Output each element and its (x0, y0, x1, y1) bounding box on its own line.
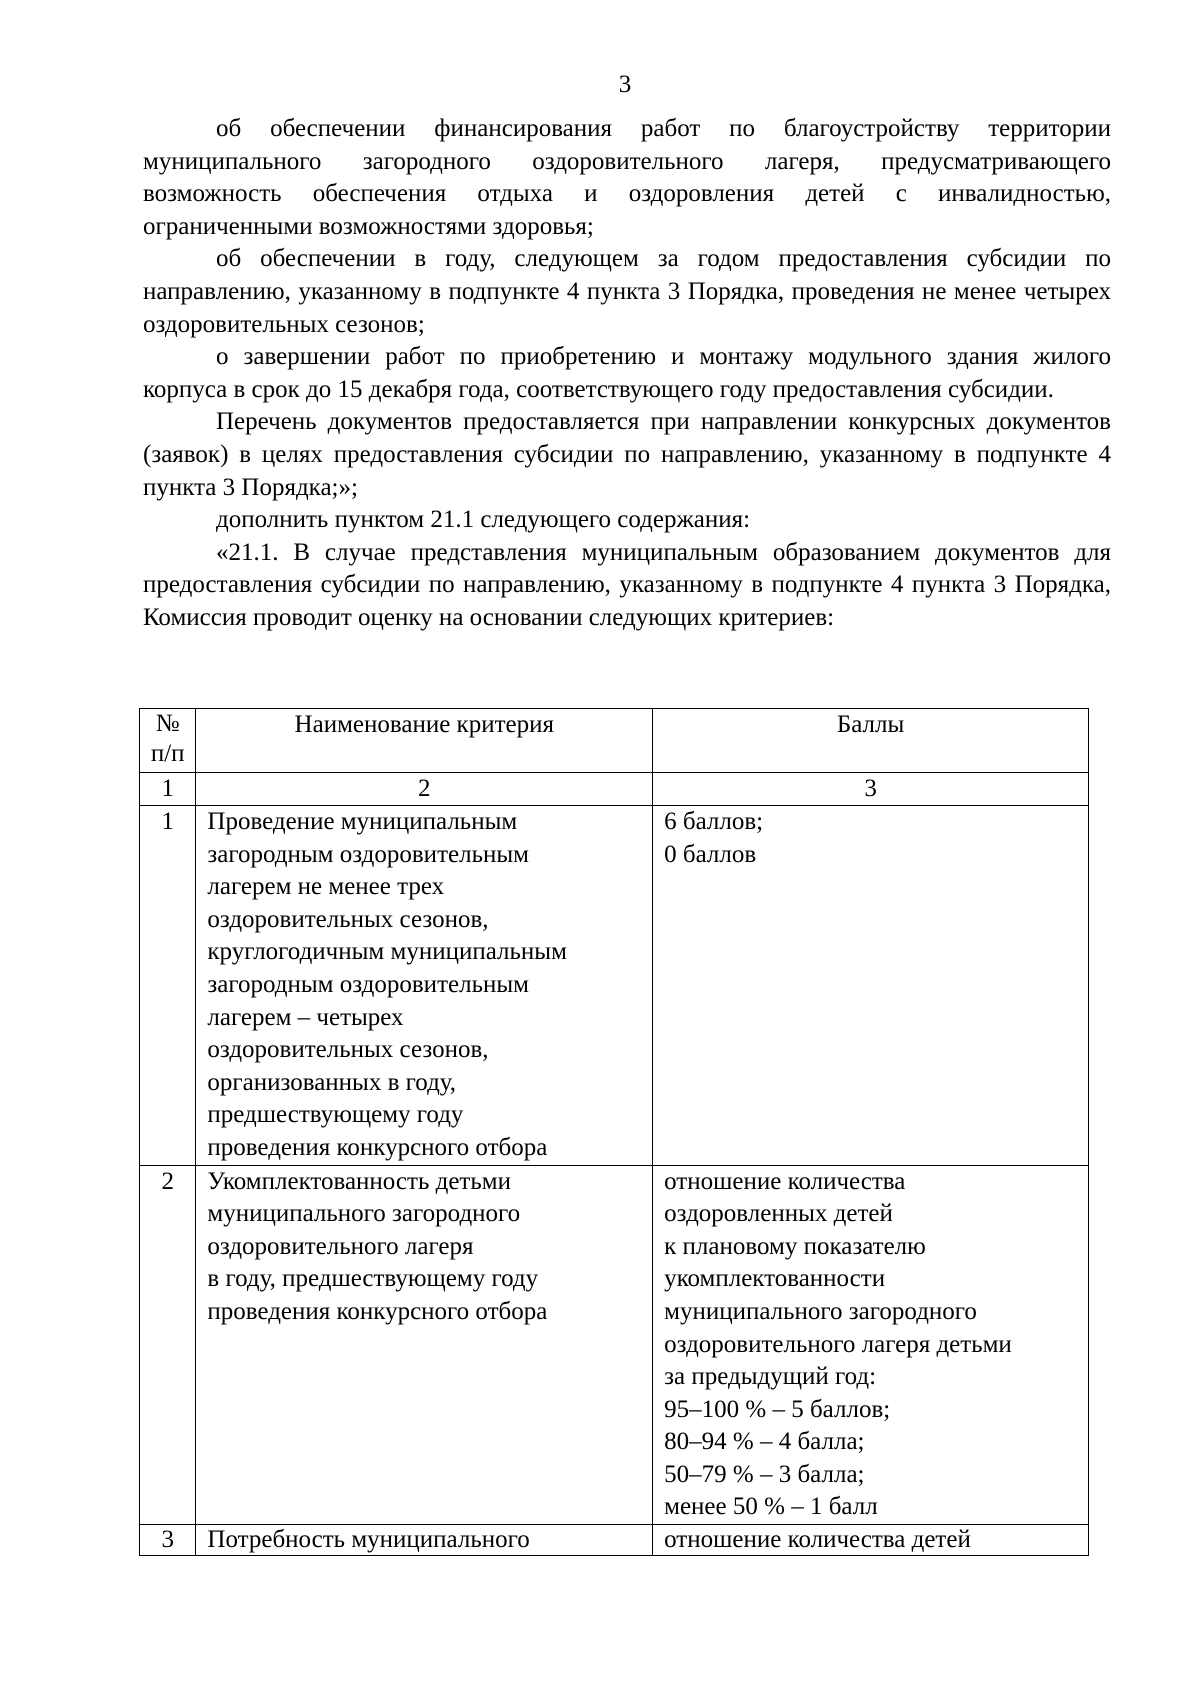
criteria-table (139, 708, 1089, 1556)
body-text (143, 113, 1111, 635)
paragraph: о завершении работ по приобретению и монтажу модульного здания жилого корпуса в срок до 15 декабря года, соответствующего году предоставления субсидии. (143, 343, 1111, 403)
index-cell: 1 (140, 773, 196, 806)
page-number: 3 (618, 71, 632, 98)
paragraph: «21.1. В случае представления муниципальным образованием документов для предоставления субсидии по направлению, указанному в подпункте 4 пункта 3 Порядка, Комиссия проводит оценку на основании следующих критериев: (143, 538, 1111, 631)
header-score-cell: Баллы (653, 709, 1089, 773)
criterion-name-cell (196, 806, 653, 1166)
criterion-line: загородным оздоровительным (207, 970, 529, 998)
criterion-line: организованных в году, (207, 1068, 457, 1096)
score-line: за предыдущий год: (664, 1363, 877, 1391)
criterion-line: оздоровительных сезонов, (207, 905, 489, 933)
criterion-line: муниципального загородного (207, 1200, 521, 1228)
paragraph: Перечень документов предоставляется при направлении конкурсных документов (заявок) в целях предоставления субсидии по направлению, указанному в подпункте 4 пункта 3 Порядка;»; (143, 408, 1111, 501)
paragraph: об обеспечении в году, следующем за годом предоставления субсидии по направлению, указанному в подпункте 4 пункта 3 Порядка, проведения не менее четырех оздоровительных сезонов; (143, 245, 1111, 338)
score-line: менее 50 % – 1 балл (664, 1493, 878, 1521)
header-num-abbr: п/п (150, 740, 185, 767)
score-cell (653, 1165, 1089, 1525)
header-num-symbol: № (155, 710, 180, 737)
row-num-cell: 1 (140, 806, 196, 1166)
criterion-line: лагерем не менее трех (207, 873, 445, 901)
score-line: оздоровительного лагеря детьми (664, 1330, 1012, 1358)
table-header-row (140, 709, 1089, 773)
criterion-line: загородным оздоровительным (207, 840, 529, 868)
score-line: оздоровленных детей (664, 1200, 893, 1228)
table-row (140, 806, 1089, 1166)
table-row (140, 1165, 1089, 1525)
row-num-cell: 2 (140, 1165, 196, 1525)
criterion-line: в году, предшествующему году (207, 1265, 539, 1293)
criterion-line: Потребность муниципального (207, 1526, 530, 1554)
score-line: к плановому показателю (664, 1232, 926, 1260)
criterion-line: оздоровительного лагеря (207, 1232, 474, 1260)
score-line: 95–100 % – 5 баллов; (664, 1395, 891, 1423)
criterion-line: круглогодичным муниципальным (207, 938, 567, 966)
index-cell: 2 (196, 773, 653, 806)
index-cell: 3 (653, 773, 1089, 806)
score-line: муниципального загородного (664, 1297, 977, 1325)
row-num-cell: 3 (140, 1525, 196, 1556)
header-name-cell: Наименование критерия (196, 709, 653, 773)
score-line: укомплектованности (664, 1265, 886, 1293)
criterion-name-cell (196, 1525, 653, 1556)
score-line: 80–94 % – 4 балла; (664, 1428, 865, 1456)
criterion-line: проведения конкурсного отбора (207, 1297, 548, 1325)
score-line: отношение количества (664, 1167, 906, 1195)
score-cell (653, 806, 1089, 1166)
criterion-line: предшествующему году (207, 1101, 464, 1129)
table-index-row (140, 773, 1089, 806)
paragraph: дополнить пунктом 21.1 следующего содержания: (216, 506, 751, 534)
score-line: отношение количества детей (664, 1526, 971, 1554)
criterion-line: лагерем – четырех (207, 1003, 404, 1031)
criterion-line: Укомплектованность детьми (207, 1167, 511, 1195)
score-cell (653, 1525, 1089, 1556)
criterion-line: Проведение муниципальным (207, 808, 518, 835)
criterion-line: оздоровительных сезонов, (207, 1036, 489, 1064)
paragraph: об обеспечении финансирования работ по благоустройству территории муниципального загородного оздоровительного лагеря, предусматривающего возможность обеспечения отдыха и оздоровления детей с инвалидностью, ограниченными возможностями здоровья; (143, 115, 1111, 240)
criterion-name-cell (196, 1165, 653, 1525)
table-row (140, 1525, 1089, 1556)
score-line: 50–79 % – 3 балла; (664, 1460, 865, 1488)
score-line: 6 баллов; (664, 808, 764, 835)
header-num-cell (140, 709, 196, 773)
score-line: 0 баллов (664, 840, 757, 868)
criterion-line: проведения конкурсного отбора (207, 1133, 548, 1161)
